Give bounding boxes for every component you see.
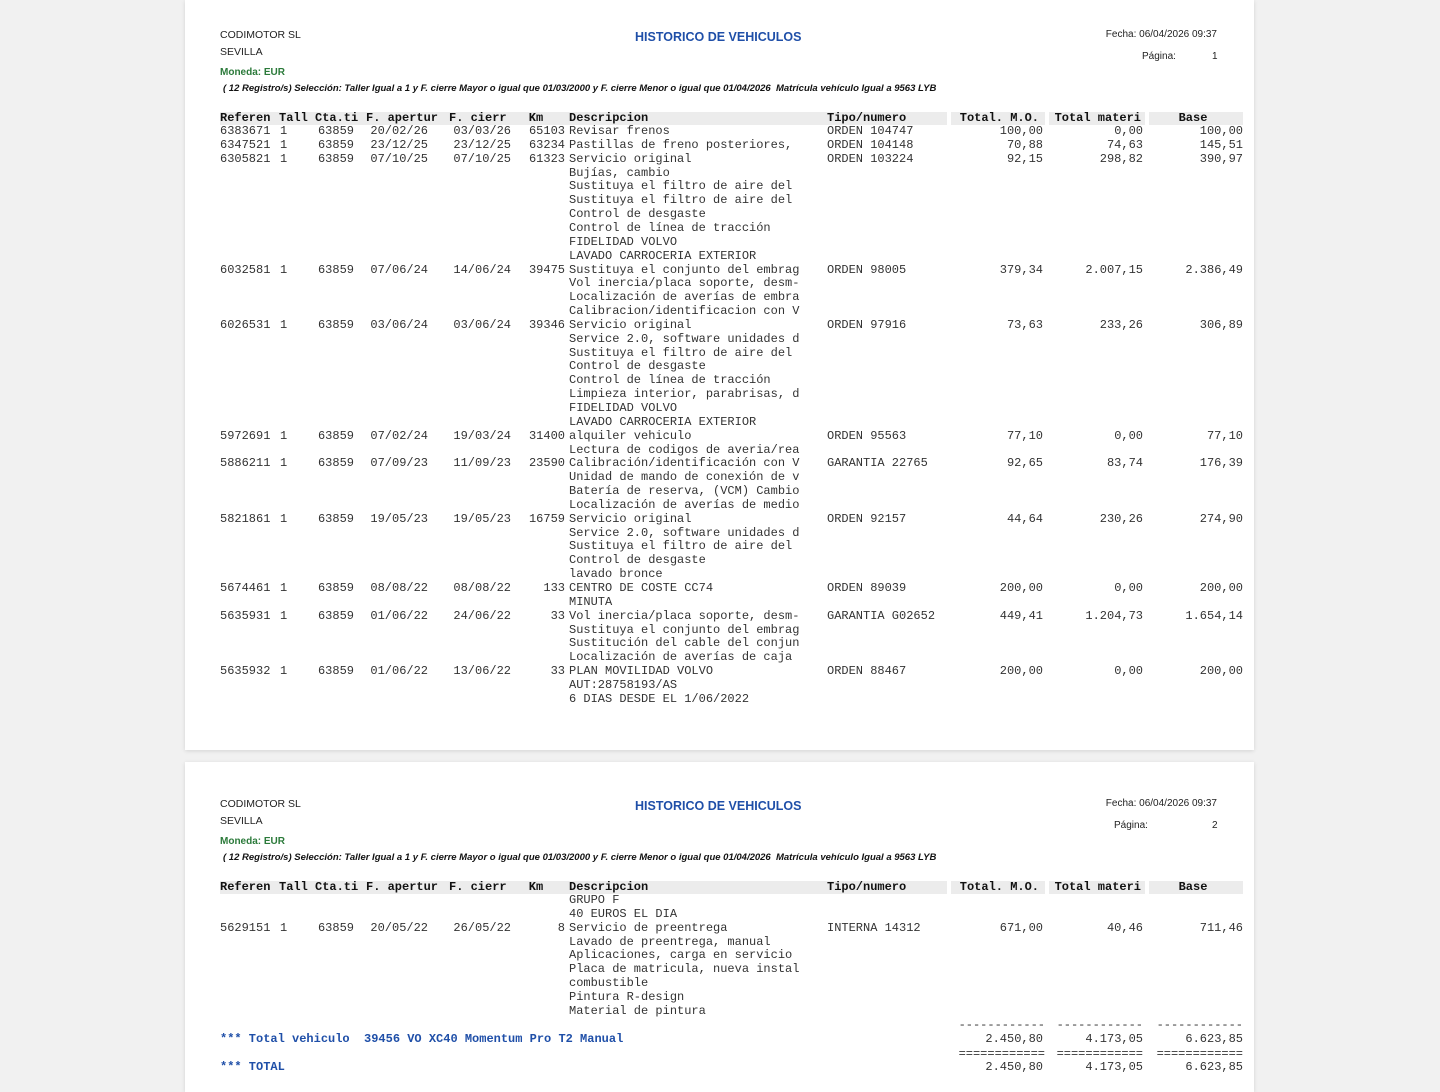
cell-fci: 03/03/26 <box>453 124 511 138</box>
column-header-fap: F. apertur <box>366 880 439 894</box>
page-number: 2 <box>1212 820 1218 831</box>
cell-description-line: CENTRO DE COSTE CC74 <box>569 581 714 596</box>
column-header-desc: Descripcion <box>569 111 649 125</box>
column-header-mo: Total. M.O. <box>959 111 1039 125</box>
cell-description-line: Service 2.0, software unidades d <box>569 331 800 346</box>
cell-tall: 1 <box>280 124 288 138</box>
cell-description-line: Pintura R-design <box>569 989 685 1004</box>
cell-base: 274,90 <box>1199 511 1243 526</box>
column-header-km: Km <box>528 111 544 125</box>
company-city: SEVILLA <box>220 815 263 827</box>
cell-fci: 23/12/25 <box>453 137 511 152</box>
cell-description-line: Placa de matricula, nueva instal <box>569 962 800 977</box>
cell-mat: 2.007,15 <box>1085 262 1143 277</box>
cell-description-line: Servicio original <box>569 511 692 526</box>
cell-description-line: Vol inercia/placa soporte, desm- <box>569 276 800 291</box>
cell-km: 39346 <box>528 317 565 332</box>
cell-fap: 20/05/22 <box>370 920 428 935</box>
column-header-mat: Total materi <box>1054 880 1141 894</box>
column-header-base: Base <box>1178 111 1208 125</box>
cell-km: 65103 <box>528 124 565 138</box>
report-date: Fecha: 06/04/2026 09:37 <box>1105 798 1217 809</box>
cell-fap: 07/09/23 <box>370 456 428 471</box>
cell-fci: 19/03/24 <box>453 428 511 443</box>
cell-cta: 63859 <box>317 124 354 138</box>
cell-mat: 83,74 <box>1106 456 1143 471</box>
cell-description-line: 6 DIAS DESDE EL 1/06/2022 <box>569 691 750 706</box>
cell-base: 200,00 <box>1199 581 1243 596</box>
cell-description-line: MINUTA <box>569 594 613 609</box>
cell-ref: 5635931 <box>220 608 271 623</box>
cell-fci: 24/06/22 <box>453 608 511 623</box>
header-bar-gap <box>947 112 951 125</box>
cell-km: 33 <box>550 608 565 623</box>
report-date: Fecha: 06/04/2026 09:37 <box>1105 29 1217 40</box>
cell-fci: 26/05/22 <box>453 920 511 935</box>
cell-tipo: ORDEN 97916 <box>827 317 907 332</box>
currency-label: Moneda: EUR <box>220 67 285 78</box>
cell-tall: 1 <box>280 511 288 526</box>
column-header-mo: Total. M.O. <box>959 880 1039 894</box>
cell-tall: 1 <box>280 262 288 277</box>
cell-description-line: LAVADO CARROCERIA EXTERIOR <box>569 414 757 429</box>
cell-km: 133 <box>543 581 565 596</box>
total-rule-mo: ============ <box>958 1049 1045 1059</box>
header-bar-gap <box>1045 881 1049 894</box>
cell-tall: 1 <box>280 608 288 623</box>
cell-ref: 6305821 <box>220 151 271 166</box>
cell-fci: 08/08/22 <box>453 581 511 596</box>
cell-cta: 63859 <box>317 317 354 332</box>
header-bar-gap <box>1145 881 1149 894</box>
cell-fap: 03/06/24 <box>370 317 428 332</box>
cell-tipo: ORDEN 98005 <box>827 262 907 277</box>
cell-tall: 1 <box>280 151 288 166</box>
cell-description-line: Sustituya el conjunto del embrag <box>569 622 800 637</box>
cell-description-line: Aplicaciones, carga en servicio <box>569 948 793 963</box>
cell-cta: 63859 <box>317 151 354 166</box>
cell-description-line: Lavado de preentrega, manual <box>569 934 771 949</box>
cell-ref: 5972691 <box>220 428 271 443</box>
cell-tall: 1 <box>280 920 288 935</box>
cell-fap: 01/06/22 <box>370 664 428 679</box>
column-header-fci: F. cierr <box>449 880 507 894</box>
cell-mat: 0,00 <box>1114 664 1143 679</box>
cell-description-line: Sustituya el filtro de aire del <box>569 345 793 360</box>
cell-cta: 63859 <box>317 137 354 152</box>
cell-mat: 0,00 <box>1114 428 1143 443</box>
cell-base: 145,51 <box>1199 137 1243 152</box>
cell-base: 77,10 <box>1206 428 1243 443</box>
subtotal-rule-mat: ------------ <box>1056 1020 1143 1030</box>
cell-tipo: ORDEN 89039 <box>827 581 907 596</box>
cell-mo: 73,63 <box>1006 317 1043 332</box>
column-header-fci: F. cierr <box>449 111 507 125</box>
cell-fci: 07/10/25 <box>453 151 511 166</box>
cell-mat: 233,26 <box>1099 317 1143 332</box>
page-label: Página: <box>1114 820 1148 831</box>
cell-description-line: Revisar frenos <box>569 124 670 138</box>
cell-description-line: Servicio de preentrega <box>569 920 728 935</box>
column-header-km: Km <box>528 880 544 894</box>
cell-fap: 07/06/24 <box>370 262 428 277</box>
cell-mat: 0,00 <box>1114 124 1143 138</box>
column-header-tipo: Tipo/numero <box>827 880 907 894</box>
cell-description-line: Lectura de codigos de averia/rea <box>569 442 800 457</box>
cell-description-line: Unidad de mando de conexión de v <box>569 470 800 485</box>
report-page-2 <box>185 762 1254 1092</box>
cell-mo: 70,88 <box>1006 137 1043 152</box>
cell-ref: 5629151 <box>220 920 271 935</box>
cell-base: 176,39 <box>1199 456 1243 471</box>
cell-cta: 63859 <box>317 428 354 443</box>
cell-description-line: alquiler vehiculo <box>569 428 692 443</box>
subtotal-rule-mo: ------------ <box>958 1020 1045 1030</box>
cell-description-line: LAVADO CARROCERIA EXTERIOR <box>569 248 757 263</box>
total-rule-mat: ============ <box>1056 1049 1143 1059</box>
vehicle-total-mo: 2.450,80 <box>985 1032 1043 1046</box>
selection-criteria: ( 12 Registro/s) Selección: Taller Igual a 1 y F. cierre Mayor o igual que 01/03/2000 y F. cierre Menor o igual que 01/04/2026 Matrícula vehículo Igual a 9563 LYB <box>223 852 937 863</box>
cell-description-line: Batería de reserva, (VCM) Cambio <box>569 484 800 499</box>
selection-criteria: ( 12 Registro/s) Selección: Taller Igual a 1 y F. cierre Mayor o igual que 01/03/2000 y F. cierre Menor o igual que 01/04/2026 Matrícula vehículo Igual a 9563 LYB <box>223 83 937 94</box>
cell-tall: 1 <box>280 137 288 152</box>
cell-tall: 1 <box>280 456 288 471</box>
cell-fci: 03/06/24 <box>453 317 511 332</box>
cell-km: 61323 <box>528 151 565 166</box>
cell-fci: 13/06/22 <box>453 664 511 679</box>
cell-km: 39475 <box>528 262 565 277</box>
cell-fci: 14/06/24 <box>453 262 511 277</box>
cell-ref: 6347521 <box>220 137 271 152</box>
column-header-ref: Referen <box>220 880 271 894</box>
column-header-base: Base <box>1178 880 1208 894</box>
cell-mo: 449,41 <box>999 608 1043 623</box>
cell-km: 8 <box>557 920 565 935</box>
column-header-fap: F. apertur <box>366 111 439 125</box>
cell-ref: 6032581 <box>220 262 271 277</box>
cell-description-line: Control de desgaste <box>569 553 706 568</box>
cell-base: 306,89 <box>1199 317 1243 332</box>
company-city: SEVILLA <box>220 46 263 58</box>
cell-description-line: Localización de averías de caja <box>569 650 793 665</box>
cell-description-line: Bujías, cambio <box>569 165 670 180</box>
header-bar-gap <box>947 881 951 894</box>
currency-label: Moneda: EUR <box>220 836 285 847</box>
cell-description-line: Calibración/identificación con V <box>569 456 800 471</box>
column-header-cta: Cta.ti <box>315 111 359 125</box>
cell-fap: 07/02/24 <box>370 428 428 443</box>
cell-fap: 07/10/25 <box>370 151 428 166</box>
cell-description-line: Calibracion/identificacion con V <box>569 304 800 319</box>
cell-mat: 298,82 <box>1099 151 1143 166</box>
cell-description-line: Sustituya el conjunto del embrag <box>569 262 800 277</box>
cell-description-line: combustible <box>569 976 649 991</box>
cell-description-line: Control de desgaste <box>569 359 706 374</box>
cell-cta: 63859 <box>317 920 354 935</box>
cell-km: 31400 <box>528 428 565 443</box>
cell-ref: 6383671 <box>220 124 271 138</box>
cell-base: 711,46 <box>1199 920 1243 935</box>
cell-mo: 200,00 <box>999 581 1043 596</box>
cell-mo: 379,34 <box>999 262 1043 277</box>
column-header-cta: Cta.ti <box>315 880 359 894</box>
cell-ref: 5886211 <box>220 456 271 471</box>
cell-base: 200,00 <box>1199 664 1243 679</box>
cell-tall: 1 <box>280 581 288 596</box>
company-name: CODIMOTOR SL <box>220 29 301 41</box>
cell-mo: 92,65 <box>1006 456 1043 471</box>
cell-tipo: ORDEN 103224 <box>827 151 914 166</box>
cell-ref: 6026531 <box>220 317 271 332</box>
cell-description-line: Sustituya el filtro de aire del <box>569 539 793 554</box>
cell-fap: 01/06/22 <box>370 608 428 623</box>
subtotal-rule-base: ------------ <box>1156 1020 1243 1030</box>
cell-description-line: Sustituya el filtro de aire del <box>569 179 793 194</box>
grand-total-mat: 4.173,05 <box>1085 1060 1143 1074</box>
grand-total-mo: 2.450,80 <box>985 1060 1043 1074</box>
cell-base: 390,97 <box>1199 151 1243 166</box>
cell-description-line: Control de línea de tracción <box>569 220 771 235</box>
cell-tipo: ORDEN 104747 <box>827 124 914 138</box>
cell-description-line: Servicio original <box>569 151 692 166</box>
cell-tipo: ORDEN 88467 <box>827 664 907 679</box>
cell-tipo: GARANTIA G02652 <box>827 608 936 623</box>
column-header-desc: Descripcion <box>569 880 649 894</box>
cell-description-line: Sustituya el filtro de aire del <box>569 193 793 208</box>
cell-cta: 63859 <box>317 664 354 679</box>
cell-description-line: FIDELIDAD VOLVO <box>569 400 678 415</box>
grand-total-label: *** TOTAL <box>220 1060 285 1074</box>
column-header-ref: Referen <box>220 111 271 125</box>
cell-mat: 74,63 <box>1106 137 1143 152</box>
cell-tall: 1 <box>280 664 288 679</box>
cell-ref: 5674461 <box>220 581 271 596</box>
cell-fap: 20/02/26 <box>370 124 428 138</box>
cell-km: 16759 <box>528 511 565 526</box>
cell-tall: 1 <box>280 317 288 332</box>
cell-description-line: AUT:28758193/AS <box>569 677 678 692</box>
cell-tipo: ORDEN 92157 <box>827 511 907 526</box>
cell-fap: 19/05/23 <box>370 511 428 526</box>
cell-ref: 5821861 <box>220 511 271 526</box>
column-header-tipo: Tipo/numero <box>827 111 907 125</box>
cell-mat: 0,00 <box>1114 581 1143 596</box>
cell-description-line: Localización de averías de medio <box>569 497 800 512</box>
cell-description-line: Pastillas de freno posteriores, <box>569 137 793 152</box>
cell-description-line: Control de desgaste <box>569 207 706 222</box>
cell-base: 1.654,14 <box>1185 608 1243 623</box>
cell-tipo: ORDEN 95563 <box>827 428 907 443</box>
cell-mat: 40,46 <box>1106 920 1143 935</box>
cell-tipo: GARANTIA 22765 <box>827 456 928 471</box>
cell-fci: 11/09/23 <box>453 456 511 471</box>
company-name: CODIMOTOR SL <box>220 798 301 810</box>
cell-description-line: Service 2.0, software unidades d <box>569 525 800 540</box>
page-number: 1 <box>1212 51 1218 62</box>
cell-km: 23590 <box>528 456 565 471</box>
cell-cta: 63859 <box>317 511 354 526</box>
cell-tipo: ORDEN 104148 <box>827 137 914 152</box>
cell-description-line: PLAN MOVILIDAD VOLVO <box>569 664 714 679</box>
vehicle-total-label: *** Total vehiculo 39456 VO XC40 Momentum Pro T2 Manual <box>220 1032 624 1046</box>
cell-description-line: Limpieza interior, parabrisas, d <box>569 387 800 402</box>
cell-base: 100,00 <box>1199 124 1243 138</box>
cell-mo: 671,00 <box>999 920 1043 935</box>
cell-description-line: Material de pintura <box>569 1003 706 1018</box>
vehicle-total-base: 6.623,85 <box>1185 1032 1243 1046</box>
cell-mat: 230,26 <box>1099 511 1143 526</box>
cell-mo: 100,00 <box>999 124 1043 138</box>
cell-mo: 44,64 <box>1006 511 1043 526</box>
grand-total-base: 6.623,85 <box>1185 1060 1243 1074</box>
cell-description-line: Localización de averías de embra <box>569 290 800 305</box>
cell-fci: 19/05/23 <box>453 511 511 526</box>
cell-description-line: lavado bronce <box>569 567 663 582</box>
cell-base: 2.386,49 <box>1185 262 1243 277</box>
cell-ref: 5635932 <box>220 664 271 679</box>
cell-cta: 63859 <box>317 608 354 623</box>
page-label: Página: <box>1142 51 1176 62</box>
cell-tall: 1 <box>280 428 288 443</box>
cell-km: 33 <box>550 664 565 679</box>
cell-description-line: Vol inercia/placa soporte, desm- <box>569 608 800 623</box>
cell-mo: 200,00 <box>999 664 1043 679</box>
header-bar-gap <box>1045 112 1049 125</box>
cell-km: 63234 <box>528 137 565 152</box>
cell-cta: 63859 <box>317 456 354 471</box>
cell-mat: 1.204,73 <box>1085 608 1143 623</box>
column-header-tall: Tall <box>279 880 308 894</box>
cell-description-line: FIDELIDAD VOLVO <box>569 234 678 249</box>
description-continuation: GRUPO F <box>569 893 620 907</box>
column-header-mat: Total materi <box>1054 111 1141 125</box>
cell-mo: 77,10 <box>1006 428 1043 443</box>
description-continuation: 40 EUROS EL DIA <box>569 906 678 921</box>
cell-tipo: INTERNA 14312 <box>827 920 921 935</box>
cell-mo: 92,15 <box>1006 151 1043 166</box>
cell-description-line: Control de línea de tracción <box>569 373 771 388</box>
total-rule-base: ============ <box>1156 1049 1243 1059</box>
column-header-tall: Tall <box>279 111 308 125</box>
cell-fap: 08/08/22 <box>370 581 428 596</box>
header-bar-gap <box>1145 112 1149 125</box>
report-page-1 <box>185 0 1254 750</box>
report-title: HISTORICO DE VEHICULOS <box>635 799 802 813</box>
cell-cta: 63859 <box>317 581 354 596</box>
report-title: HISTORICO DE VEHICULOS <box>635 30 802 44</box>
cell-description-line: Sustitución del cable del conjun <box>569 636 800 651</box>
vehicle-total-mat: 4.173,05 <box>1085 1032 1143 1046</box>
cell-cta: 63859 <box>317 262 354 277</box>
cell-fap: 23/12/25 <box>370 137 428 152</box>
cell-description-line: Servicio original <box>569 317 692 332</box>
